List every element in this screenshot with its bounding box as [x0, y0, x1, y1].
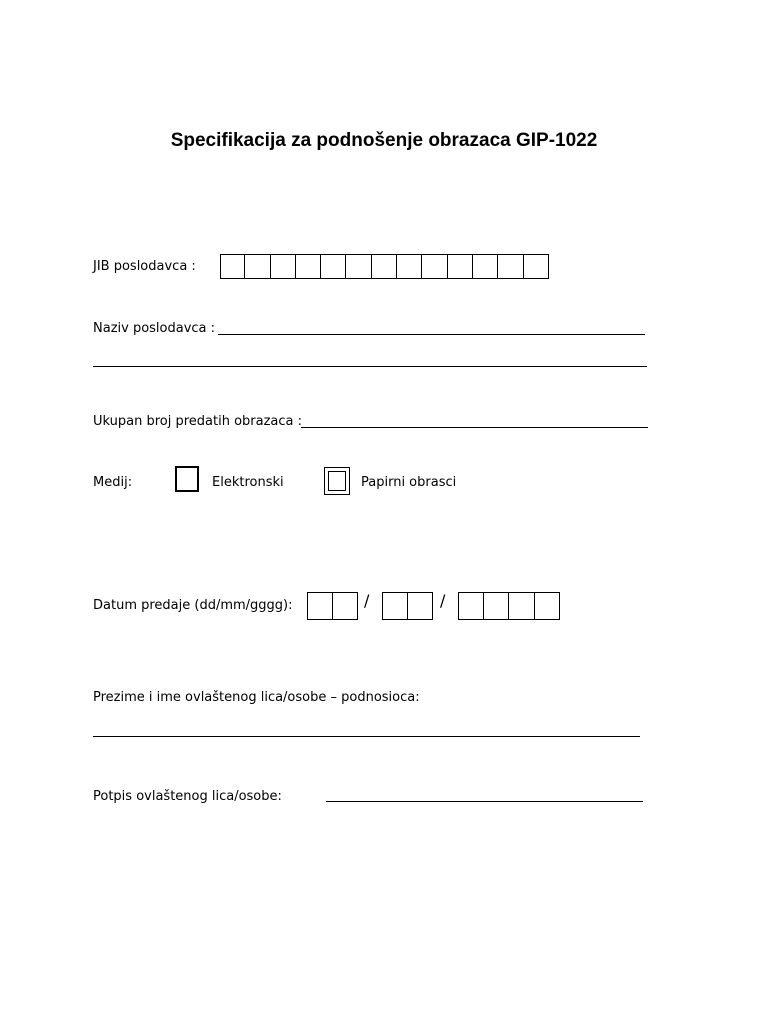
- jib-label: JIB poslodavca :: [93, 259, 196, 274]
- jib-digit-cell[interactable]: [397, 254, 422, 279]
- datum-label: Datum predaje (dd/mm/gggg):: [93, 598, 293, 613]
- date-digit-cell[interactable]: [535, 592, 561, 620]
- date-digit-cell[interactable]: [333, 592, 359, 620]
- date-digit-cell[interactable]: [458, 592, 484, 620]
- date-year-cells[interactable]: [458, 592, 560, 620]
- potpis-line[interactable]: [326, 801, 643, 802]
- naziv-label: Naziv poslodavca :: [93, 321, 216, 336]
- jib-digit-cell[interactable]: [346, 254, 371, 279]
- jib-digit-cell[interactable]: [321, 254, 346, 279]
- papirni-checkbox-inner: [328, 471, 346, 491]
- papirni-checkbox[interactable]: [324, 467, 350, 495]
- form-title: Specifikacija za podnošenje obrazaca GIP-1022: [170, 130, 598, 151]
- potpis-label: Potpis ovlaštenog lica/osobe:: [93, 789, 282, 804]
- date-digit-cell[interactable]: [509, 592, 535, 620]
- jib-digit-cell[interactable]: [220, 254, 245, 279]
- jib-digit-cell[interactable]: [498, 254, 523, 279]
- prezime-line[interactable]: [93, 736, 640, 737]
- date-digit-cell[interactable]: [382, 592, 408, 620]
- jib-digit-cell[interactable]: [372, 254, 397, 279]
- date-separator-1: /: [364, 591, 370, 610]
- papirni-label: Papirni obrasci: [361, 475, 457, 490]
- date-digit-cell[interactable]: [408, 592, 434, 620]
- date-digit-cell[interactable]: [484, 592, 510, 620]
- naziv-line-2[interactable]: [93, 366, 647, 367]
- naziv-line-1[interactable]: [218, 334, 645, 335]
- jib-cells[interactable]: [220, 254, 549, 279]
- ukupan-line[interactable]: [301, 427, 648, 428]
- jib-digit-cell[interactable]: [296, 254, 321, 279]
- date-day-cells[interactable]: [307, 592, 358, 620]
- jib-digit-cell[interactable]: [473, 254, 498, 279]
- prezime-label: Prezime i ime ovlaštenog lica/osobe – podnosioca:: [93, 690, 420, 705]
- jib-digit-cell[interactable]: [448, 254, 473, 279]
- jib-digit-cell[interactable]: [422, 254, 447, 279]
- elektronski-label: Elektronski: [212, 475, 284, 490]
- date-digit-cell[interactable]: [307, 592, 333, 620]
- date-separator-2: /: [440, 591, 446, 610]
- ukupan-label: Ukupan broj predatih obrazaca :: [93, 414, 303, 429]
- date-month-cells[interactable]: [382, 592, 433, 620]
- jib-digit-cell[interactable]: [245, 254, 270, 279]
- jib-digit-cell[interactable]: [271, 254, 296, 279]
- elektronski-checkbox[interactable]: [175, 466, 199, 492]
- medij-label: Medij:: [93, 475, 133, 490]
- jib-digit-cell[interactable]: [524, 254, 549, 279]
